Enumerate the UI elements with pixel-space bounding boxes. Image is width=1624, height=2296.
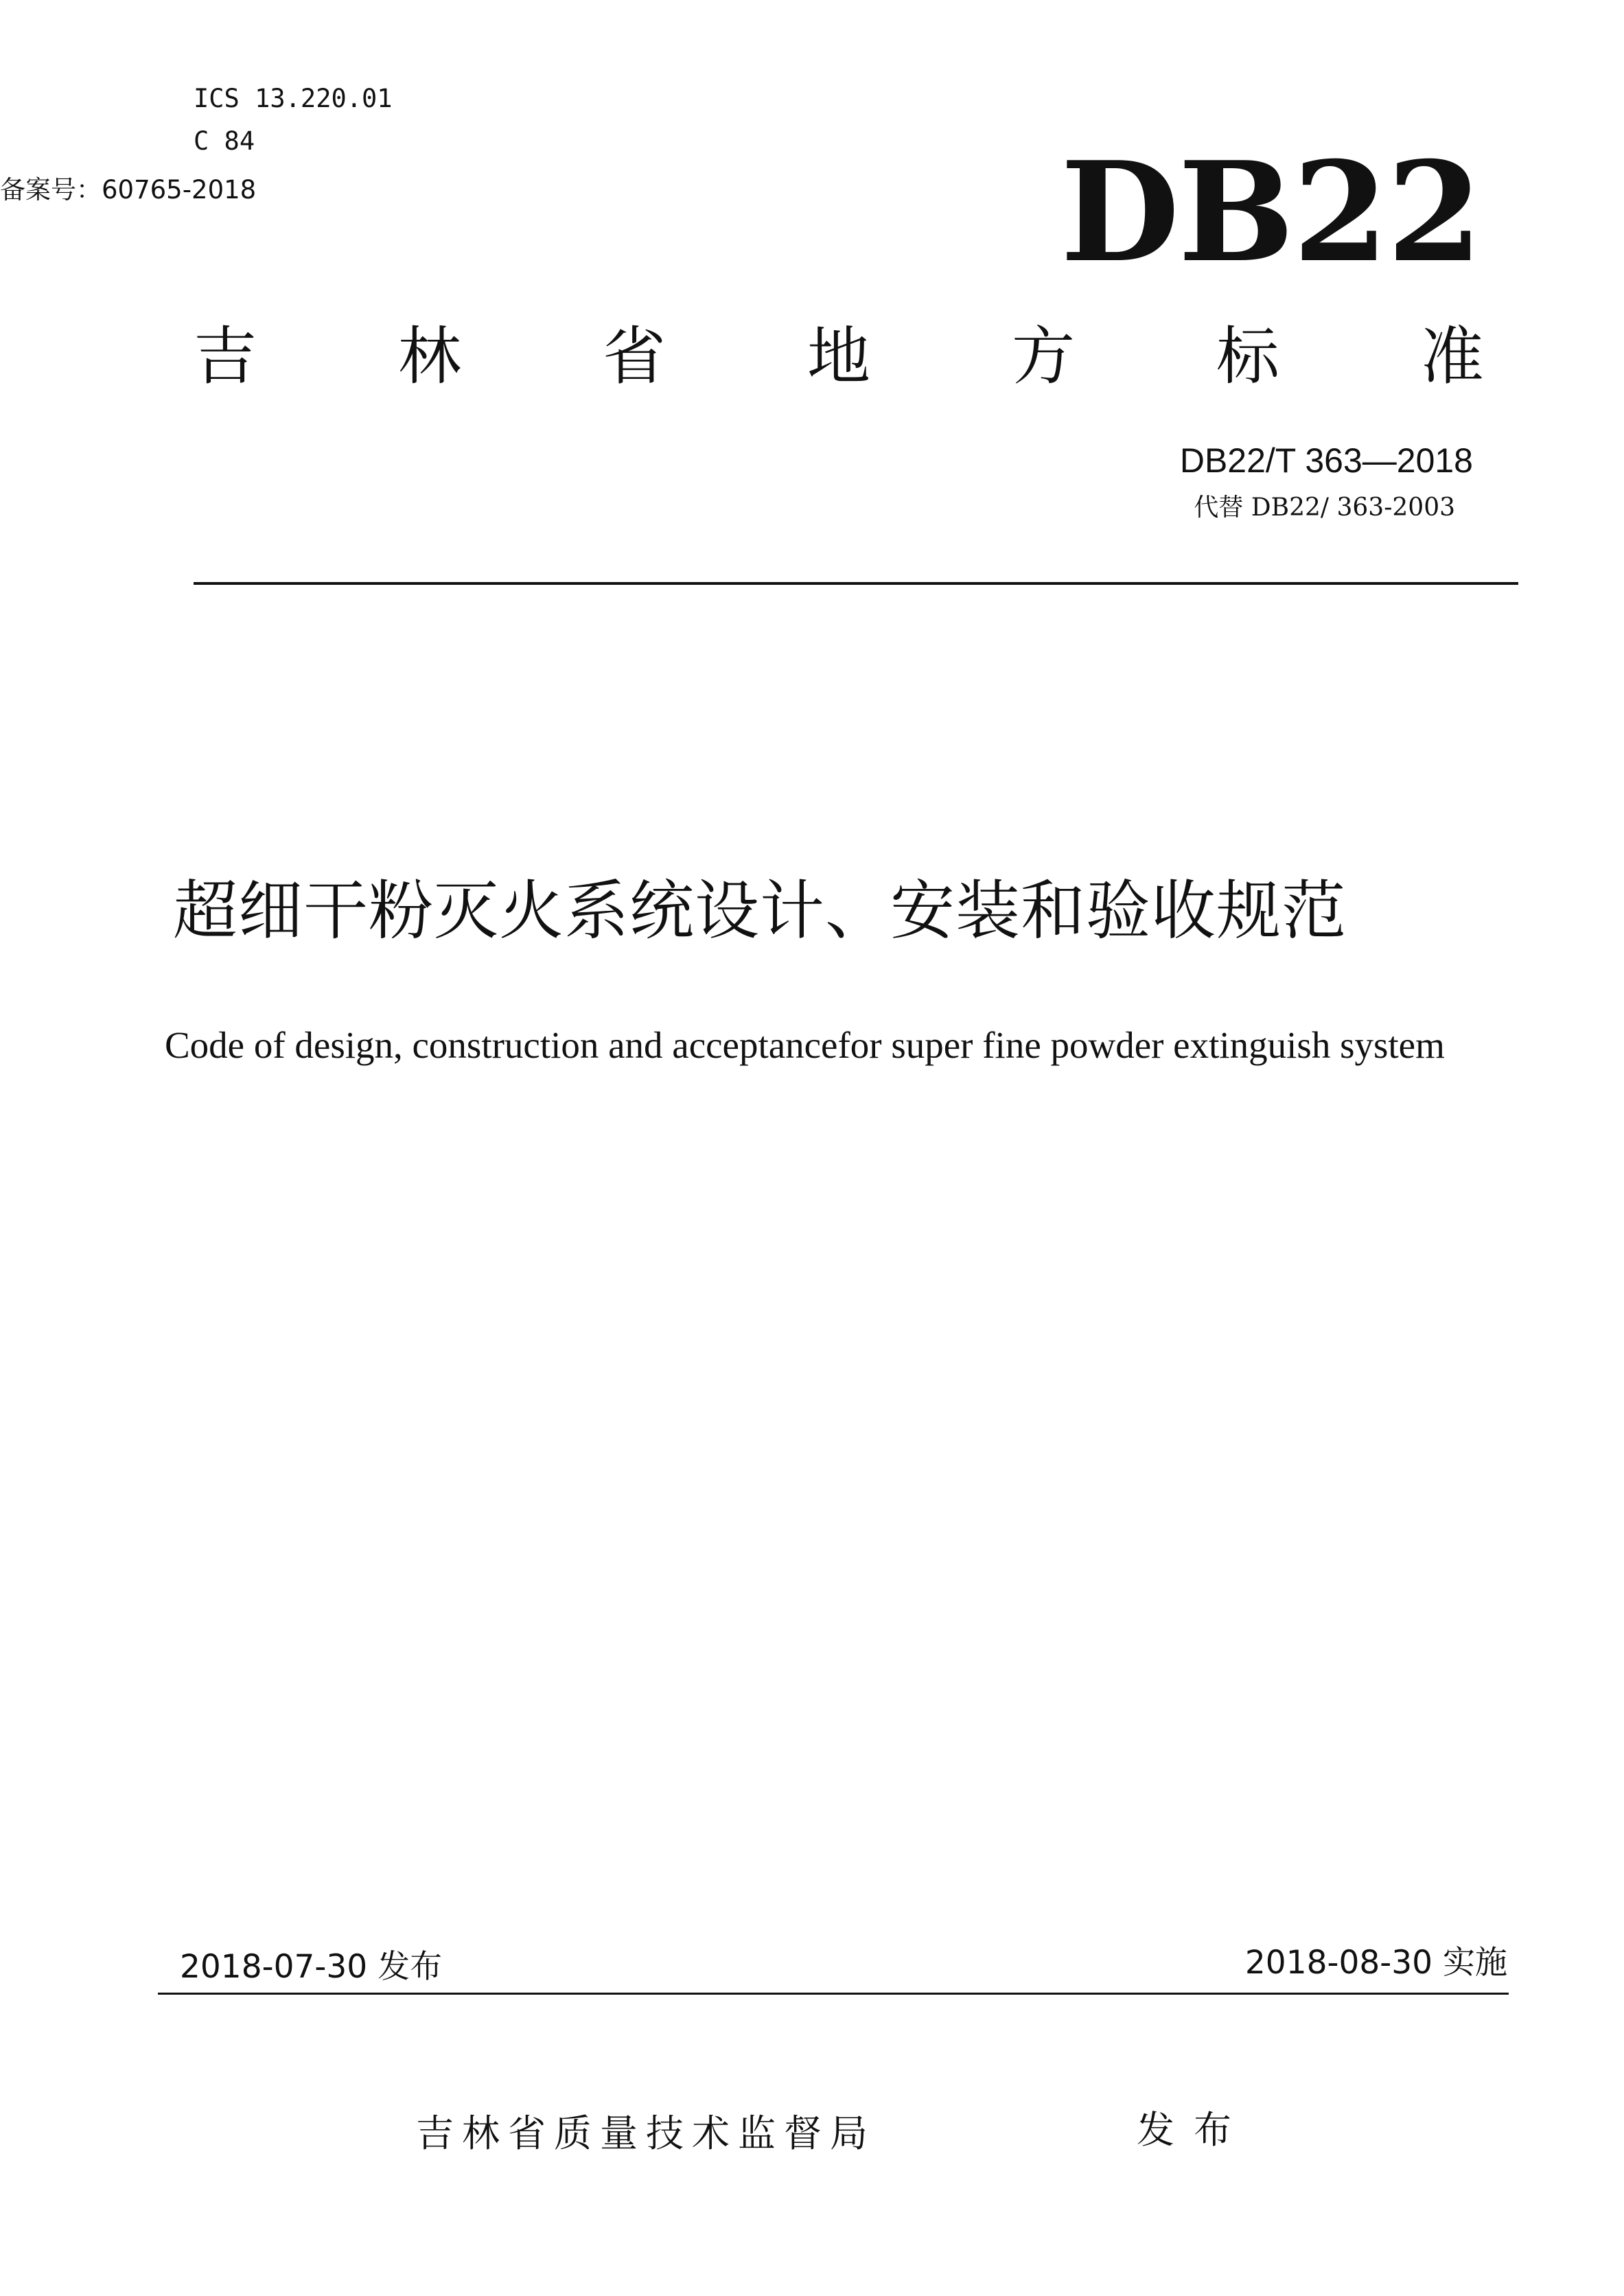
standard-type-char: 准 bbox=[1420, 320, 1484, 393]
standard-type-char: 林 bbox=[397, 320, 461, 393]
issue-date: 2018-07-30 发布 bbox=[180, 1948, 443, 1986]
standard-number: DB22/T 363—2018 bbox=[1179, 441, 1473, 480]
standard-type-char: 吉 bbox=[194, 320, 257, 393]
filing-number: 备案号：60765-2018 bbox=[0, 175, 257, 205]
implementation-date: 2018-08-30 实施 bbox=[1244, 1944, 1507, 1982]
standard-type-char: 方 bbox=[1011, 320, 1075, 393]
standard-type-char: 标 bbox=[1216, 320, 1279, 393]
publisher: 吉林省质量技术监督局 bbox=[416, 2111, 877, 2155]
standard-type-heading bbox=[194, 317, 1484, 397]
replaces-standard: 代替 DB22/ 363-2003 bbox=[1194, 494, 1455, 522]
classification-code: C 84 bbox=[194, 126, 255, 156]
standard-code-logo: DB22 bbox=[1060, 132, 1481, 293]
header-divider bbox=[194, 582, 1518, 585]
standard-type-char: 省 bbox=[602, 320, 666, 393]
title-english: Code of design, construction and acceptancefor super fine powder extinguish system bbox=[165, 1024, 1445, 1066]
publish-label: 发布 bbox=[1137, 2108, 1251, 2152]
ics-code: ICS 13.220.01 bbox=[194, 84, 393, 113]
title-chinese: 超细干粉灭火系统设计、安装和验收规范 bbox=[173, 874, 1347, 949]
standard-type-char: 地 bbox=[807, 320, 870, 393]
footer-divider bbox=[158, 1993, 1509, 1995]
